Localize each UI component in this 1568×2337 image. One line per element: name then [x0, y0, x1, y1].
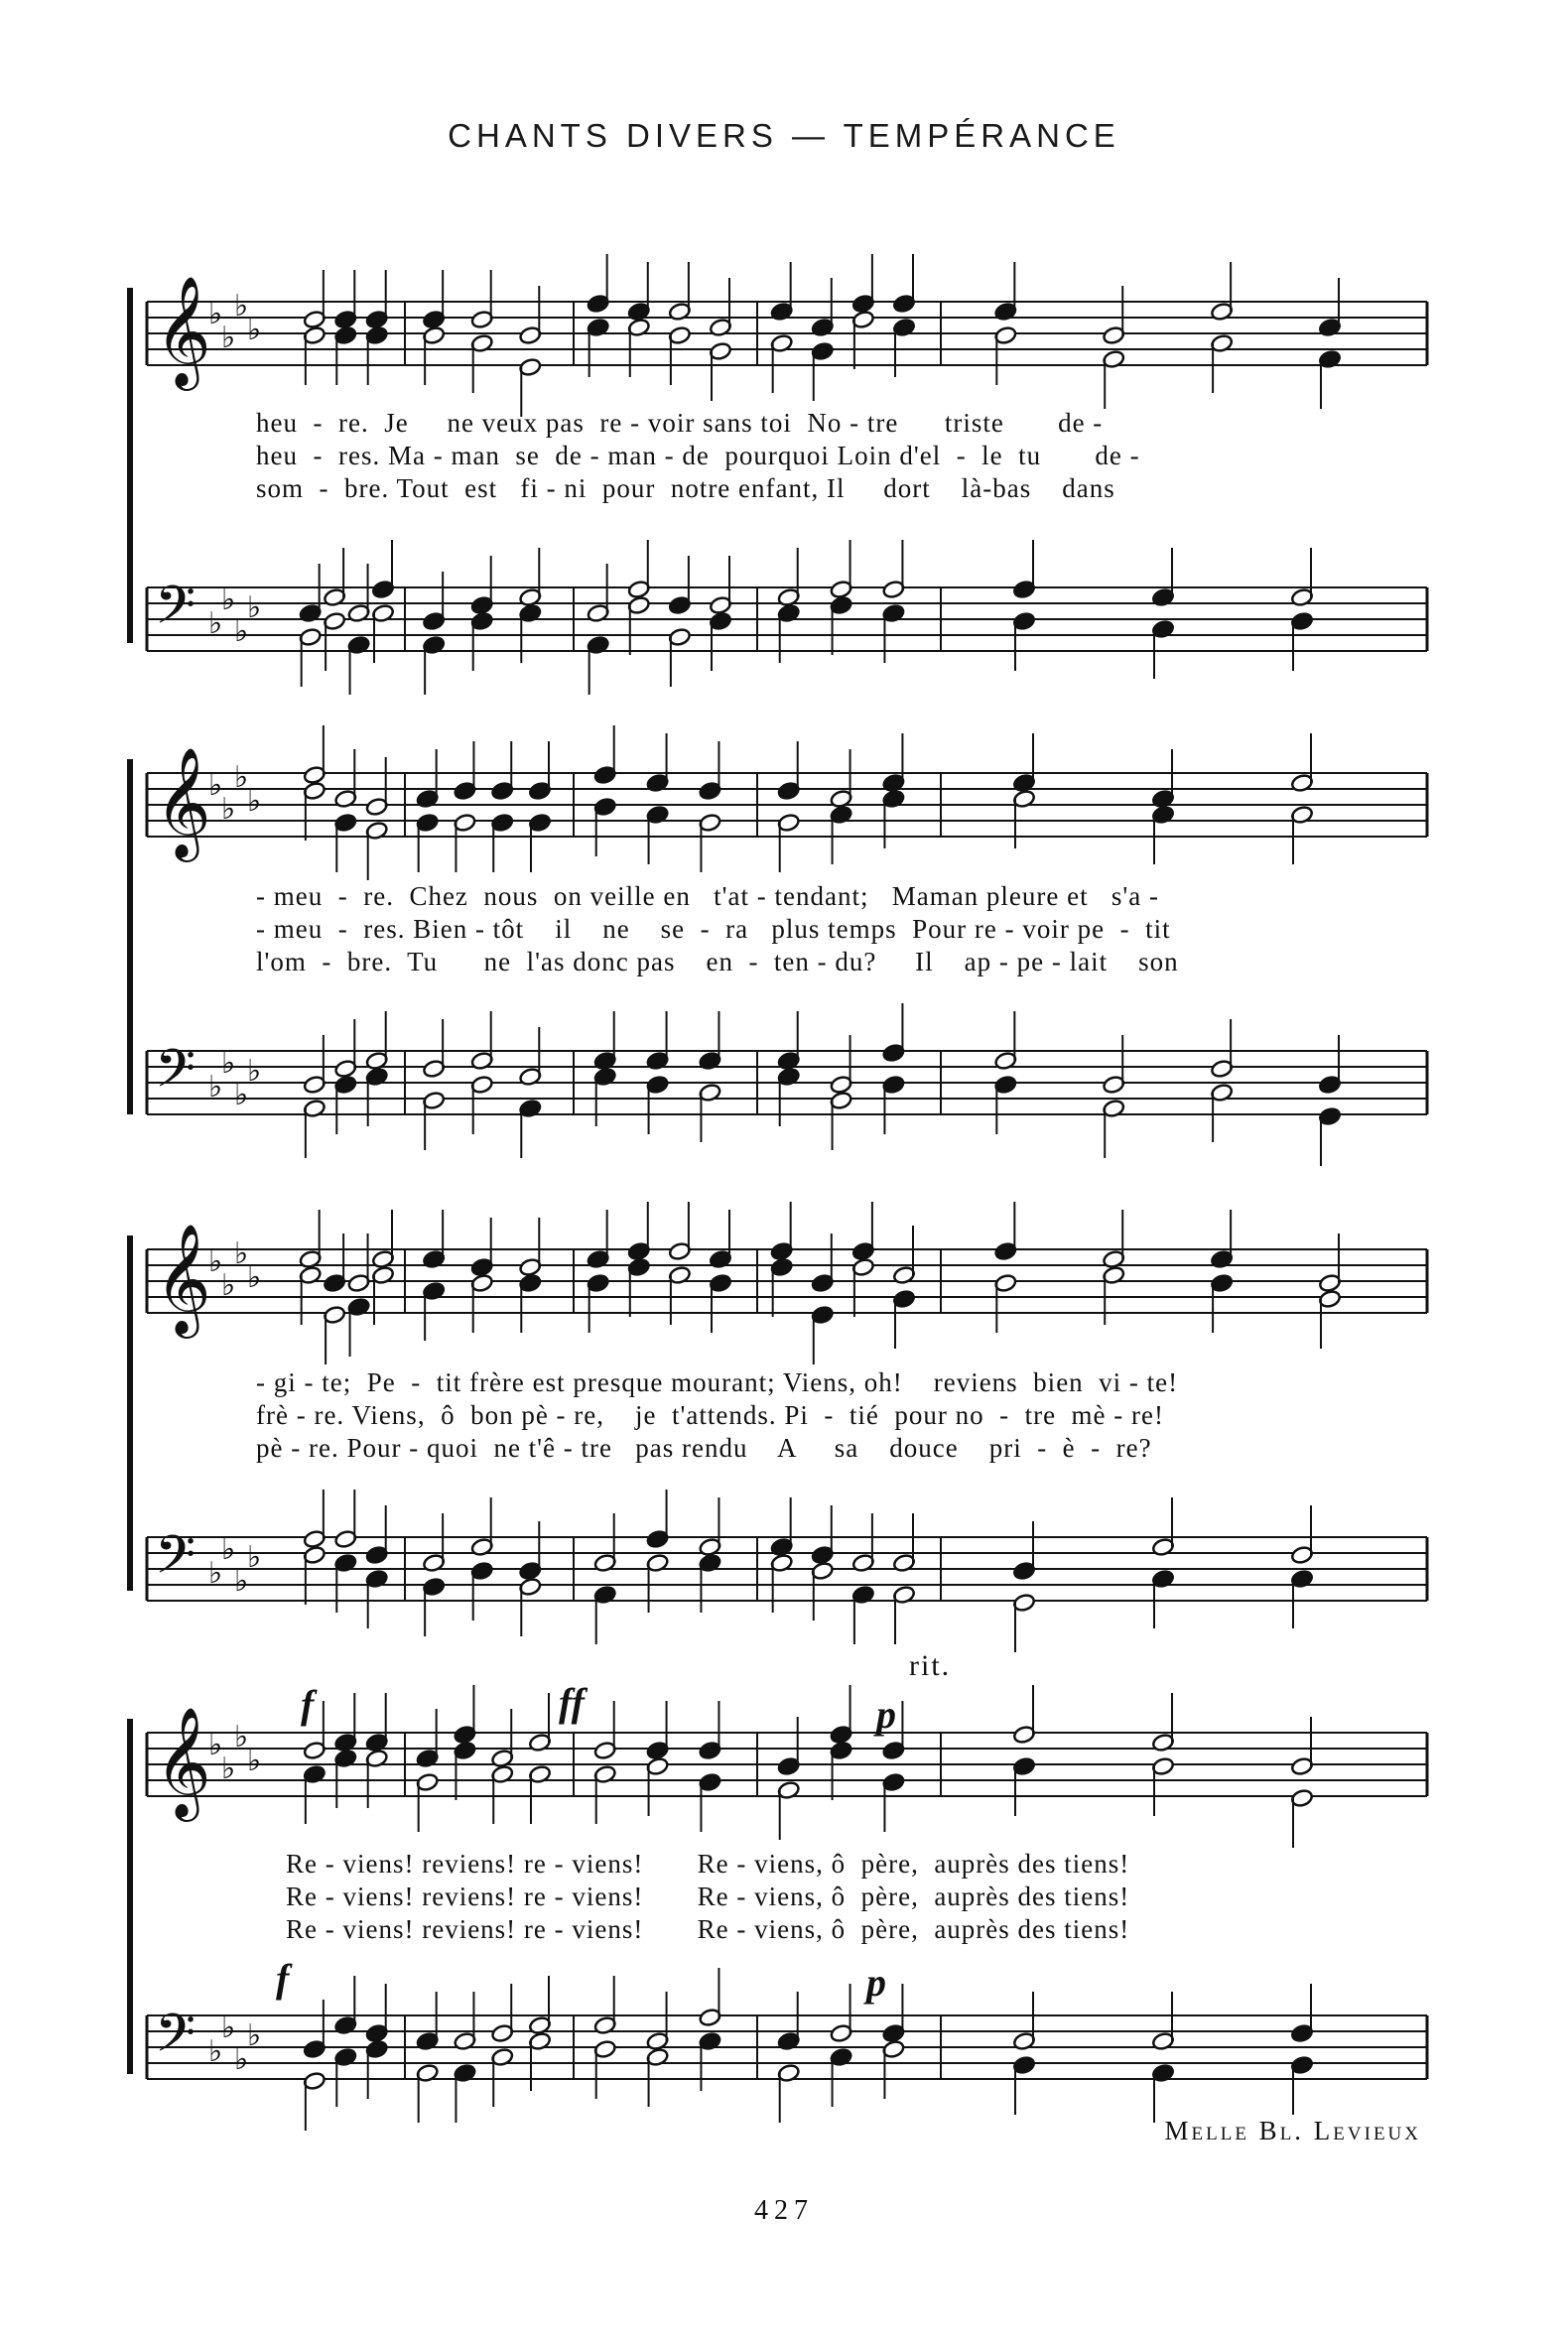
flat-icon: ♭	[208, 1728, 223, 1762]
flat-icon: ♭	[247, 1744, 262, 1778]
music-system-1	[127, 268, 1427, 675]
flat-icon: ♭	[234, 614, 249, 649]
lyric-verse-1: - gi - te; Pe - tit frère est presque mourant; Viens, oh! reviens bien vi - te!	[256, 1367, 1179, 1397]
flat-icon: ♭	[247, 313, 262, 347]
lyric-verse-2: heu - res. Ma - man se de - man - de pourquoi Loin d'el - le tu de -	[256, 441, 1140, 470]
flat-icon: ♭	[234, 1564, 249, 1599]
flat-icon: ♭	[221, 1268, 236, 1303]
flat-icon: ♭	[234, 1078, 249, 1112]
bass-staff	[147, 1039, 1427, 1118]
flat-icon: ♭	[221, 1752, 236, 1786]
lyric-verse-3: som - bre. Tout est fi - ni pour notre enfant, Il dort là-bas dans	[256, 473, 1115, 503]
flat-icon: ♭	[234, 289, 249, 324]
flat-icon: ♭	[234, 2042, 249, 2077]
flat-icon: ♭	[234, 1720, 249, 1754]
flat-icon: ♭	[247, 1540, 262, 1575]
lyric-verse-2: Re - viens! reviens! re - viens! Re - viens, ô père, auprès des tiens!	[286, 1882, 1130, 1911]
bass-staff	[147, 576, 1427, 655]
flat-icon: ♭	[208, 1556, 223, 1591]
page-title: CHANTS DIVERS — TEMPÉRANCE	[448, 117, 1120, 154]
flat-icon: ♭	[247, 590, 262, 625]
flat-icon: ♭	[221, 321, 236, 355]
flat-icon: ♭	[221, 1532, 236, 1567]
lyrics-block	[256, 1366, 1407, 1465]
flat-icon: ♭	[221, 792, 236, 827]
dynamic-forte: f	[301, 1682, 315, 1727]
dynamic-piano: p	[876, 1692, 896, 1737]
lyric-verse-1: Re - viens! reviens! re - viens! Re - viens, ô père, auprès des tiens!	[286, 1849, 1130, 1879]
flat-icon: ♭	[247, 2018, 262, 2053]
system-bracket	[127, 1235, 141, 1591]
flat-icon: ♭	[221, 2011, 236, 2045]
page-number: 427	[754, 2195, 814, 2226]
bass-clef-icon: 𝄢	[155, 1039, 196, 1112]
lyric-verse-1: - meu - re. Chez nous on veille en t'at - tendant; Maman pleure et s'a -	[256, 881, 1159, 911]
system-bracket	[127, 288, 141, 643]
music-system-3	[127, 1216, 1427, 1623]
treble-staff	[147, 1706, 1427, 1817]
bass-clef-icon: 𝄢	[155, 1525, 196, 1599]
bass-clef-icon: 𝄢	[155, 576, 196, 649]
composer-credit: Melle Bl. Levieux	[1164, 2116, 1421, 2145]
flat-icon: ♭	[234, 1236, 249, 1271]
ritardando-marking: rit.	[909, 1649, 952, 1682]
lyric-verse-3: pè - re. Pour - quoi ne t'ê - tre pas rendu A sa douce pri - è - re?	[256, 1433, 1152, 1463]
bass-staff	[147, 1525, 1427, 1605]
flat-icon: ♭	[247, 1054, 262, 1089]
flat-icon: ♭	[221, 1046, 236, 1081]
lyrics-block	[256, 880, 1407, 978]
dynamic-forte: f	[276, 1956, 290, 2001]
music-system-2	[127, 739, 1427, 1146]
flat-icon: ♭	[208, 1244, 223, 1279]
treble-staff	[147, 275, 1427, 386]
flat-icon: ♭	[247, 784, 262, 819]
lyric-verse-2: - meu - res. Bien - tôt il ne se - ra plus temps Pour re - voir pe - tit	[256, 914, 1171, 944]
treble-clef-icon: 𝄞	[155, 1223, 211, 1334]
bass-clef-icon: 𝄢	[155, 2004, 196, 2077]
dynamic-fortissimo: ff	[559, 1680, 585, 1725]
flat-icon: ♭	[234, 760, 249, 795]
flat-icon: ♭	[208, 606, 223, 641]
flat-icon: ♭	[221, 583, 236, 617]
lyric-verse-3: l'om - bre. Tu ne l'as donc pas en - ten - du? Il ap - pe - lait son	[256, 947, 1179, 976]
lyrics-block	[286, 1848, 1437, 1946]
lyric-verse-2: frè - re. Viens, ô bon pè - re, je t'attends. Pi - tié pour no - tre mè - re!	[256, 1400, 1164, 1430]
dynamic-piano: p	[866, 1960, 886, 2005]
bass-staff	[147, 2004, 1427, 2083]
music-system-4	[127, 1649, 1427, 2096]
system-bracket	[127, 1719, 141, 2074]
treble-staff	[147, 746, 1427, 857]
lyric-verse-3: Re - viens! reviens! re - viens! Re - viens, ô père, auprès des tiens!	[286, 1914, 1130, 1944]
lyric-verse-1: heu - re. Je ne veux pas re - voir sans toi No - tre triste de -	[256, 408, 1104, 438]
treble-clef-icon: 𝄞	[155, 1706, 211, 1817]
treble-clef-icon: 𝄞	[155, 746, 211, 857]
lyrics-block	[256, 407, 1407, 505]
flat-icon: ♭	[208, 2034, 223, 2069]
flat-icon: ♭	[208, 297, 223, 331]
system-bracket	[127, 759, 141, 1114]
treble-staff	[147, 1223, 1427, 1334]
flat-icon: ♭	[208, 1070, 223, 1104]
flat-icon: ♭	[247, 1260, 262, 1295]
treble-clef-icon: 𝄞	[155, 275, 211, 386]
flat-icon: ♭	[208, 768, 223, 803]
